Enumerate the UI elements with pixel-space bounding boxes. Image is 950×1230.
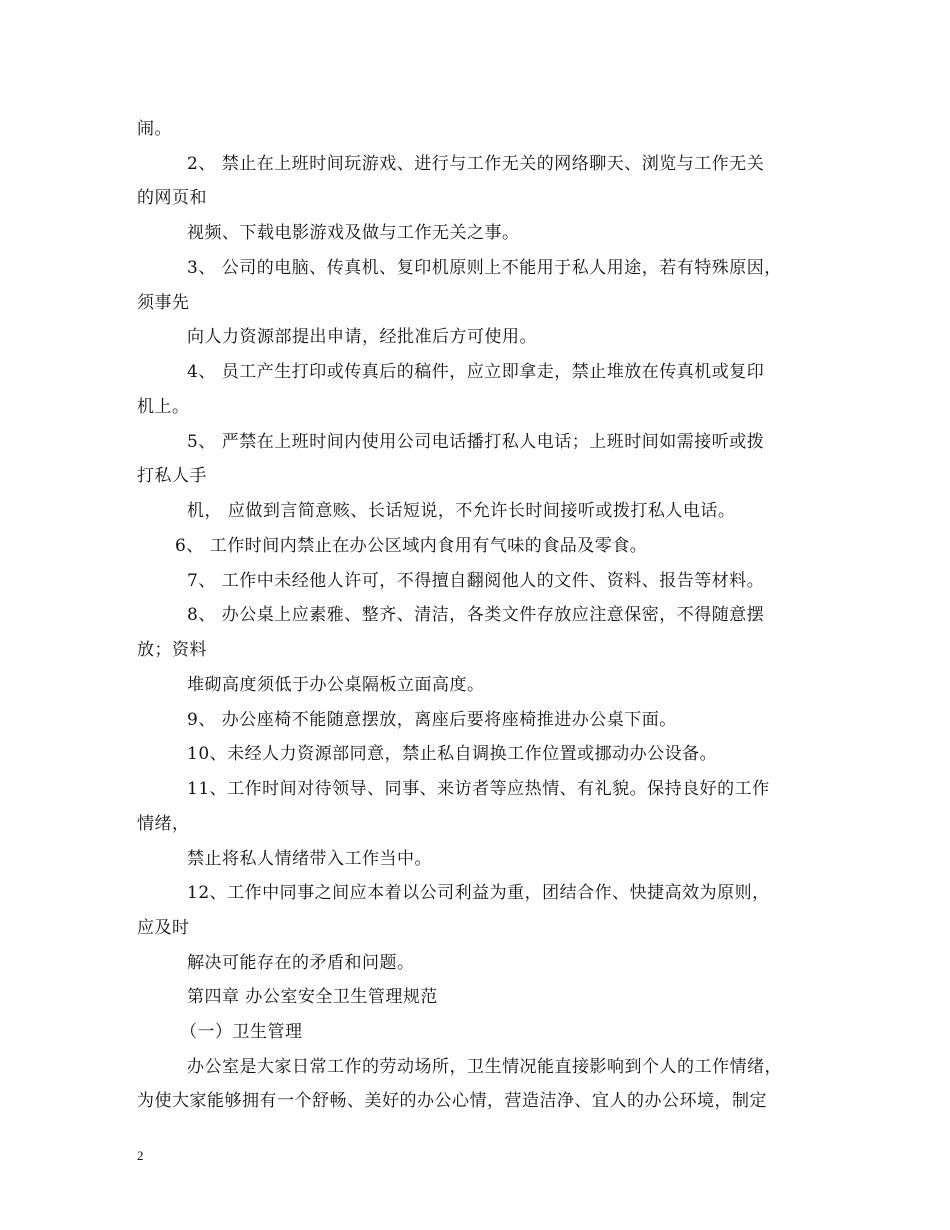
text-line: 闹。 xyxy=(137,119,172,139)
text-line: 的网页和 xyxy=(137,188,207,208)
text-line: 5、 严禁在上班时间内使用公司电话播打私人电话；上班时间如需接听或拨 xyxy=(187,432,765,452)
text-line: 禁止将私人情绪带入工作当中。 xyxy=(187,849,432,869)
text-line: 须事先 xyxy=(137,293,190,313)
section-heading: （一）卫生管理 xyxy=(180,1022,303,1042)
text-line: 向人力资源部提出申请，经批准后方可使用。 xyxy=(187,327,537,347)
chapter-heading: 第四章 办公室安全卫生管理规范 xyxy=(187,987,438,1007)
text-line: 机上。 xyxy=(137,397,190,417)
text-line: 堆砌高度须低于办公桌隔板立面高度。 xyxy=(187,675,485,695)
text-line: 10、未经人力资源部同意，禁止私自调换工作位置或挪动办公设备。 xyxy=(187,744,718,764)
text-line: 11、工作时间对待领导、同事、来访者等应热情、有礼貌。保持良好的工作 xyxy=(187,779,770,799)
text-line: 情绪， xyxy=(137,814,190,834)
text-line: 机， 应做到言简意赅、长话短说，不允许长时间接听或拨打私人电话。 xyxy=(187,501,736,521)
page-number: 2 xyxy=(137,1148,144,1163)
text-line: 12、工作中同事之间应本着以公司利益为重，团结合作、快捷高效为原则， xyxy=(187,883,770,903)
text-line: 打私人手 xyxy=(137,466,207,486)
text-line: 6、 工作时间内禁止在办公区域内食用有气味的食品及零食。 xyxy=(175,536,648,556)
text-line: 视频、下载电影游戏及做与工作无关之事。 xyxy=(187,223,520,243)
text-line: 放；资料 xyxy=(137,640,207,660)
text-line: 为使大家能够拥有一个舒畅、美好的办公心情，营造洁净、宜人的办公环境，制定 xyxy=(137,1091,767,1111)
text-line: 应及时 xyxy=(137,918,190,938)
text-line: 8、 办公桌上应素雅、整齐、清洁，各类文件存放应注意保密，不得随意摆 xyxy=(187,605,765,625)
text-line: 4、 员工产生打印或传真后的稿件，应立即拿走，禁止堆放在传真机或复印 xyxy=(187,362,765,382)
text-line: 9、 办公座椅不能随意摆放，离座后要将座椅推进办公桌下面。 xyxy=(187,710,677,730)
text-line: 3、 公司的电脑、传真机、复印机原则上不能用于私人用途，若有特殊原因， xyxy=(187,258,782,278)
text-line: 办公室是大家日常工作的劳动场所，卫生情况能直接影响到个人的工作情绪， xyxy=(187,1057,782,1077)
text-line: 解决可能存在的矛盾和问题。 xyxy=(187,953,415,973)
text-line: 2、 禁止在上班时间玩游戏、进行与工作无关的网络聊天、浏览与工作无关 xyxy=(187,154,765,174)
text-line: 7、 工作中未经他人许可，不得擅自翻阅他人的文件、资料、报告等材料。 xyxy=(187,571,765,591)
